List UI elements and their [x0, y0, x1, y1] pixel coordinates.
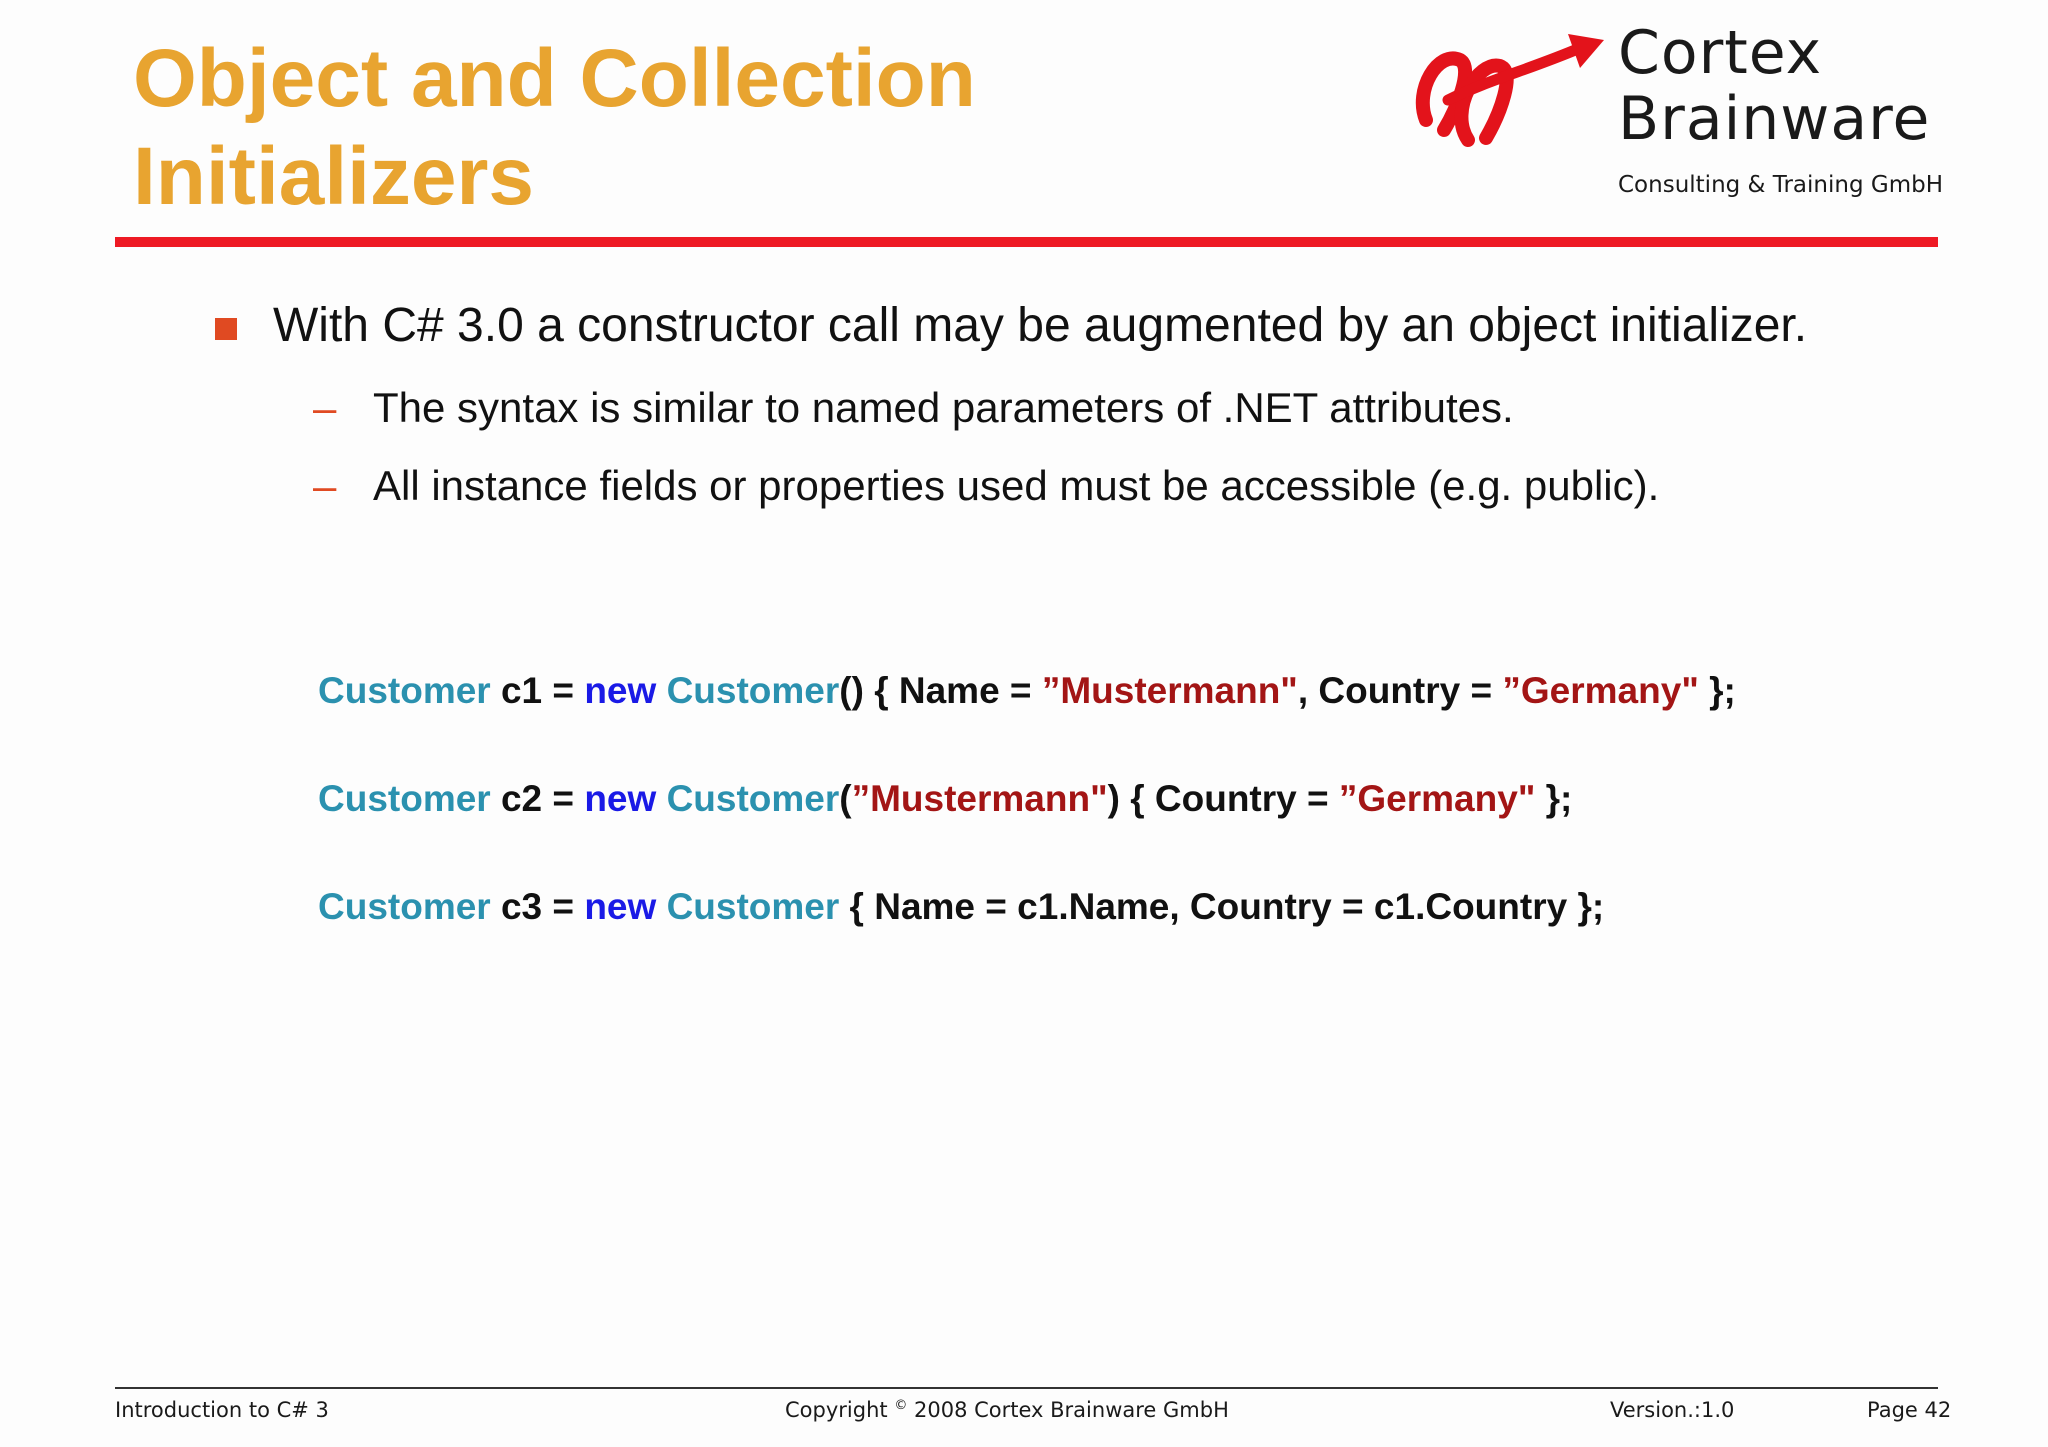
logo-subtitle: Consulting & Training GmbH	[1618, 172, 1943, 198]
logo-wordmark	[1618, 20, 1930, 152]
code-token-plain: ) { Country =	[1107, 778, 1339, 819]
code-line-1	[318, 668, 1736, 714]
footer-copyright	[785, 1398, 1229, 1422]
title-line-2: Initializers	[133, 131, 535, 222]
dash-bullet-icon: –	[313, 462, 337, 509]
code-token-plain: };	[1698, 670, 1736, 711]
code-token-plain: c2 =	[490, 778, 585, 819]
code-token-string: ”Germany"	[1338, 778, 1536, 819]
code-token-type: Customer	[666, 778, 840, 819]
copyright-prefix: Copyright	[785, 1398, 888, 1422]
bullet-sub-2-text: All instance fields or properties used must be accessible (e.g. public).	[373, 462, 1660, 509]
dash-bullet-icon: –	[313, 384, 337, 431]
bullet-sub-1-text: The syntax is similar to named parameters of .NET attributes.	[373, 384, 1514, 431]
code-token-keyword: new	[584, 886, 657, 927]
code-token-string: ”Mustermann"	[1041, 670, 1298, 711]
code-token-plain: c3 =	[490, 886, 585, 927]
code-token-type: Customer	[318, 886, 491, 927]
code-token-space	[656, 778, 666, 819]
code-token-plain: };	[1535, 778, 1573, 819]
code-token-type: Customer	[318, 670, 491, 711]
code-token-keyword: new	[584, 778, 657, 819]
code-token-space	[656, 670, 666, 711]
copyright-symbol: ©	[894, 1398, 908, 1413]
bullet-main-text: With C# 3.0 a constructor call may be augmented by an object initializer.	[273, 299, 1808, 352]
code-token-space	[656, 886, 666, 927]
footer-divider	[115, 1387, 1938, 1389]
code-token-type: Customer	[318, 778, 491, 819]
code-token-type: Customer	[666, 886, 840, 927]
code-token-plain: c1 =	[490, 670, 585, 711]
company-logo	[1408, 20, 1948, 215]
footer-page-number: Page 42	[1867, 1398, 1952, 1422]
title-line-1: Object and Collection	[133, 33, 976, 124]
code-token-plain: () { Name =	[839, 670, 1042, 711]
code-token-plain: (	[839, 778, 852, 819]
code-token-plain: { Name = c1.Name, Country = c1.Country };	[839, 886, 1605, 927]
code-line-3	[318, 884, 1604, 930]
square-bullet-icon	[215, 318, 237, 340]
logo-line-1: Cortex	[1618, 18, 1823, 88]
code-token-type: Customer	[666, 670, 840, 711]
code-token-keyword: new	[584, 670, 657, 711]
logo-line-2: Brainware	[1618, 84, 1931, 154]
code-token-string: ”Mustermann"	[851, 778, 1108, 819]
page-title	[133, 30, 1283, 226]
code-token-string: ”Germany"	[1502, 670, 1699, 711]
title-divider	[115, 237, 1938, 247]
code-token-plain: , Country =	[1297, 670, 1503, 711]
footer-version: Version.:1.0	[1610, 1398, 1735, 1422]
code-line-2	[318, 776, 1572, 822]
copyright-text: 2008 Cortex Brainware GmbH	[907, 1398, 1229, 1422]
footer-course-title: Introduction to C# 3	[115, 1398, 329, 1422]
logo-mark-icon	[1408, 30, 1608, 160]
